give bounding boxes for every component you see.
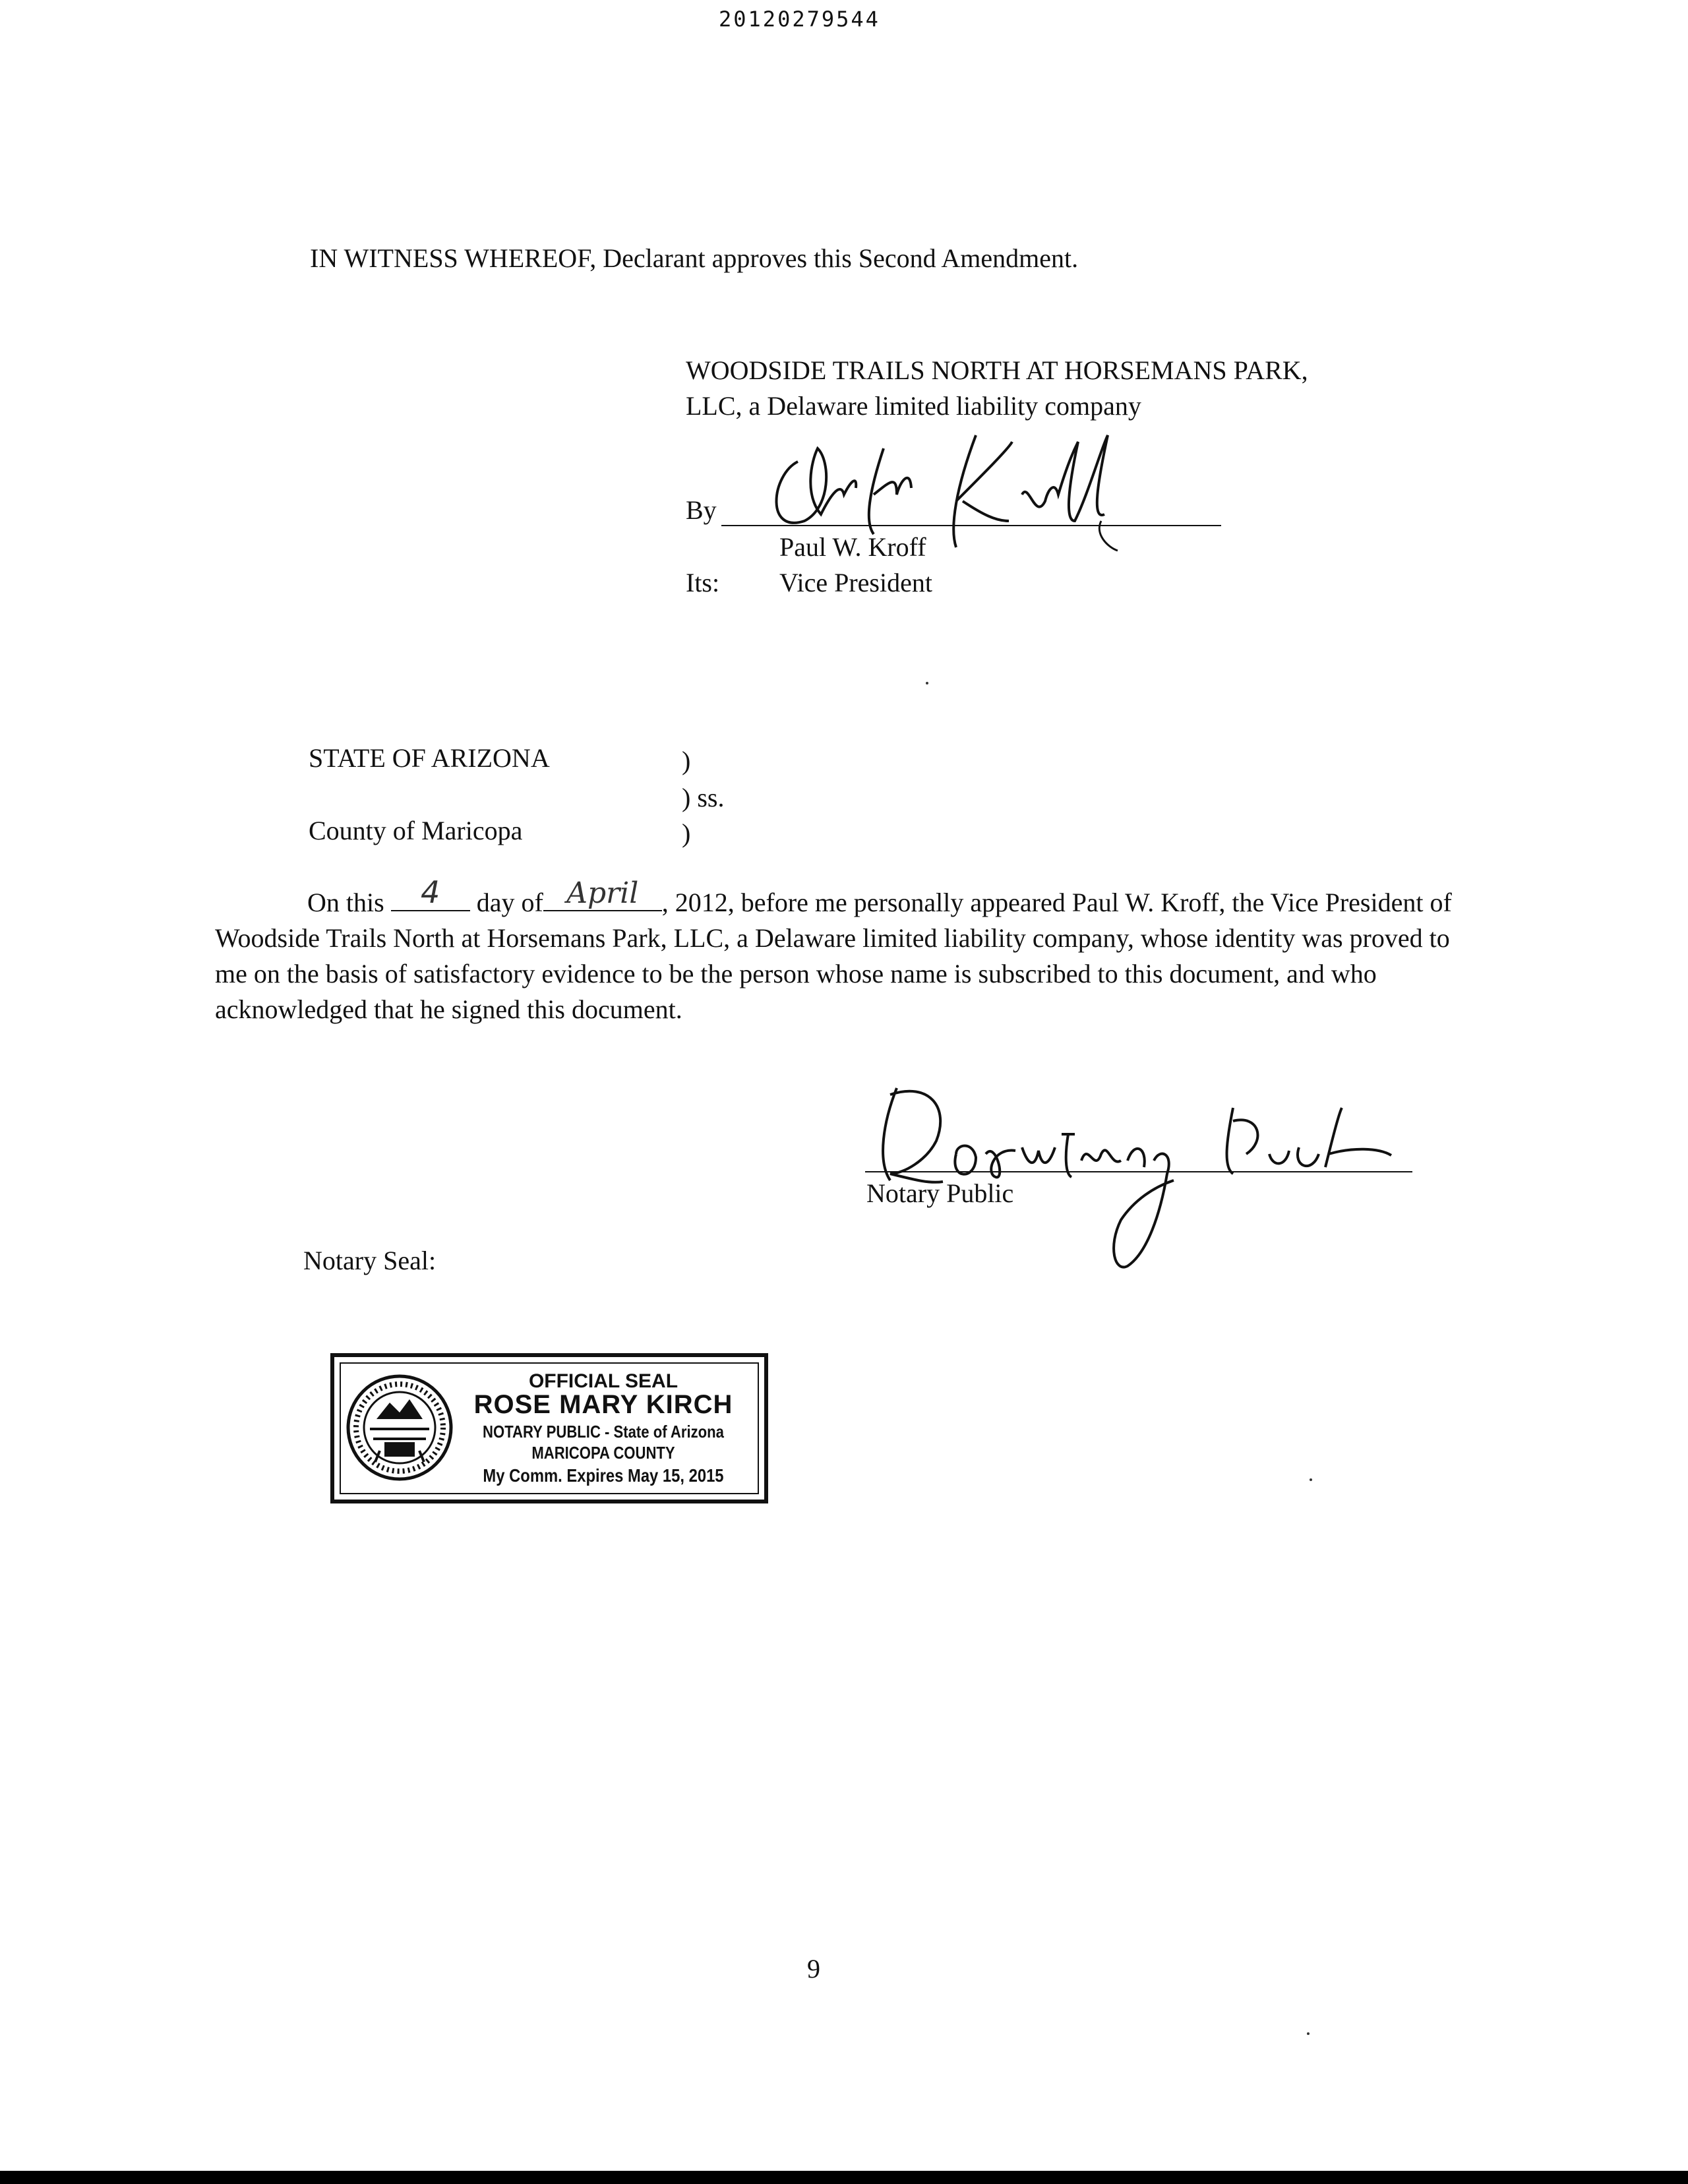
company-name-line1: WOODSIDE TRAILS NORTH AT HORSEMANS PARK, <box>686 355 1308 385</box>
day-handwritten: 4 <box>421 874 440 910</box>
acknowledgment-body: , 2012, before me personally appeared Paul W. Kroff, the Vice President of Woodside Trails North at Horsemans Park, LLC, a Delaware limited liability company, whose identity was proved to me on the basis of satisfactory evidence to be the person whose name is subscribed to this document, and who acknowledged that he signed this document. <box>215 888 1452 1024</box>
company-name-line2: LLC, a Delaware limited liability company <box>686 391 1141 421</box>
seal-title: OFFICIAL SEAL <box>528 1370 678 1392</box>
seal-line-expires: My Comm. Expires May 15, 2015 <box>483 1465 724 1486</box>
seal-line-county: MARICOPA COUNTY <box>531 1443 675 1463</box>
scan-border-bottom <box>0 2171 1688 2184</box>
official-seal-stamp <box>330 1353 768 1503</box>
venue-county: County of Maricopa <box>309 816 523 845</box>
notary-signature-line <box>865 1171 1412 1172</box>
scan-speck <box>1310 1478 1312 1481</box>
notary-public-label: Notary Public <box>866 1178 1014 1208</box>
scan-speck <box>926 682 928 684</box>
by-label: By <box>686 495 717 525</box>
acknowledgment-paragraph <box>215 874 1468 1027</box>
seal-name: ROSE MARY KIRCH <box>473 1390 733 1419</box>
notary-signature <box>864 1068 1418 1286</box>
notary-seal-label: Notary Seal: <box>303 1246 437 1275</box>
arizona-state-seal-emblem <box>344 1366 456 1489</box>
venue-ss: ) ss. <box>682 783 725 812</box>
day-blank <box>391 874 470 911</box>
page-number: 9 <box>807 1954 820 1984</box>
signer-name: Paul W. Kroff <box>779 532 926 562</box>
seal-line-notary: NOTARY PUBLIC - State of Arizona <box>483 1422 724 1441</box>
signer-title: Vice President <box>779 568 932 597</box>
venue-paren-3: ) <box>682 818 691 848</box>
its-label: Its: <box>686 568 720 597</box>
venue-state: STATE OF ARIZONA <box>309 743 550 773</box>
on-this-label: On this <box>307 888 384 917</box>
month-blank <box>543 876 662 911</box>
document-number: 20120279544 <box>719 7 880 32</box>
day-of-label: day of <box>476 888 543 917</box>
venue-paren-1: ) <box>682 746 691 775</box>
witness-statement: IN WITNESS WHEREOF, Declarant approves this Second Amendment. <box>310 243 1079 273</box>
scan-speck <box>1307 2032 1310 2035</box>
month-handwritten: April <box>566 876 639 910</box>
